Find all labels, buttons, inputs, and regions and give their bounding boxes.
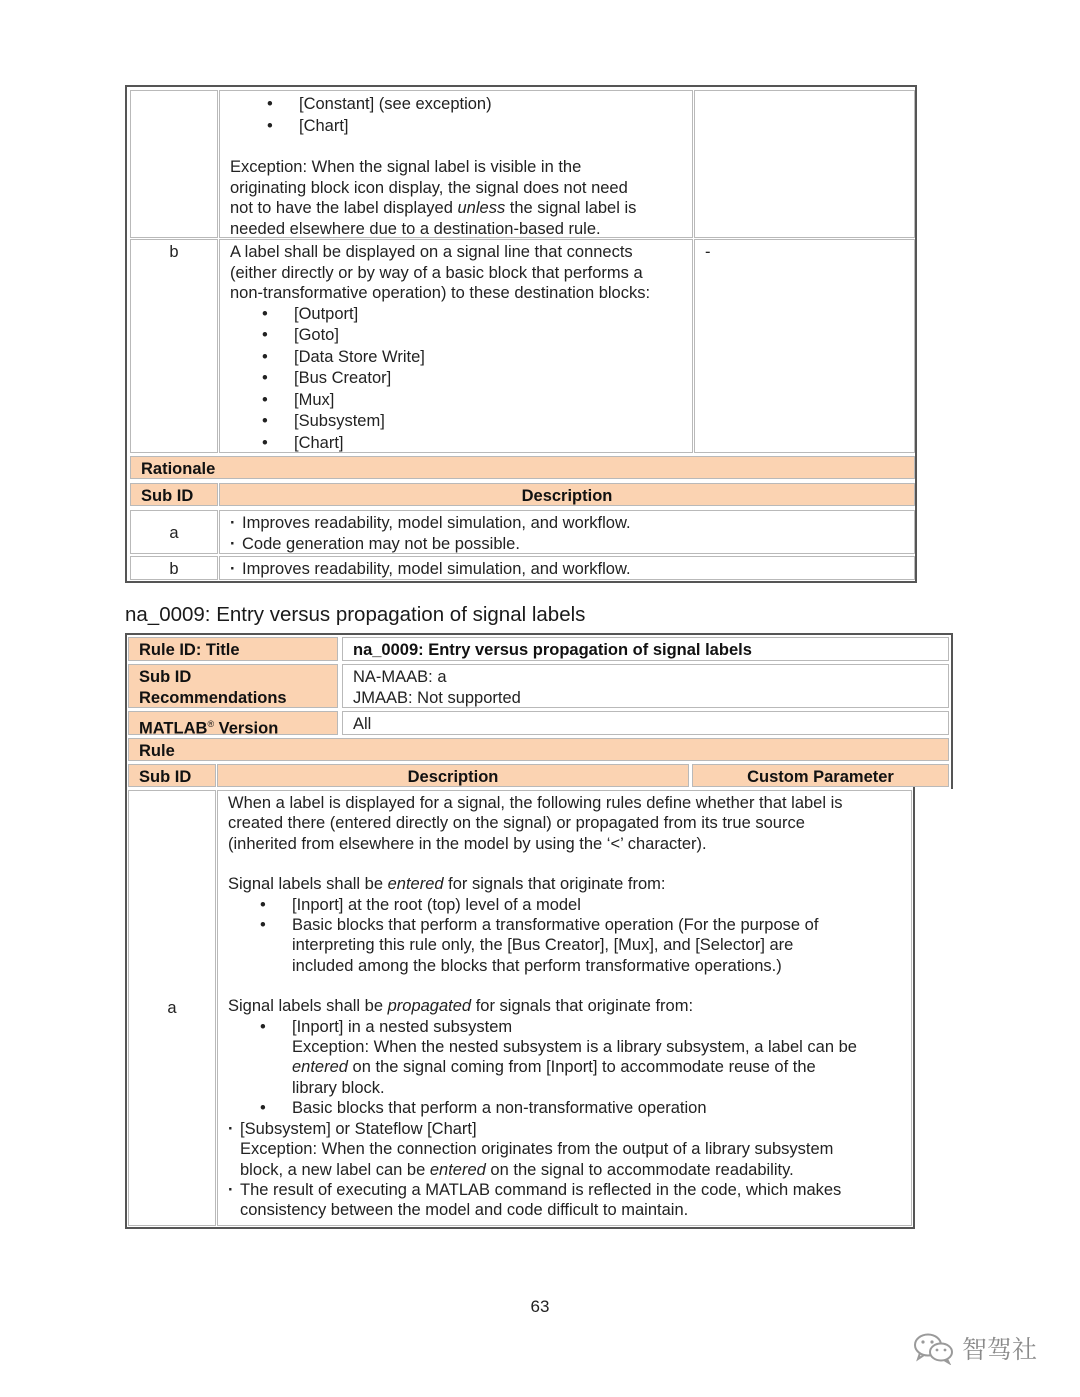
entered-rule: Signal labels shall be entered for signals that originate from:: [228, 875, 666, 894]
watermark-text: 智驾社: [962, 1335, 1038, 1364]
sub-id-cell: a: [128, 790, 216, 1226]
list-item: • [Subsystem]: [230, 411, 682, 433]
rationale-header: Rationale: [130, 456, 915, 479]
custom-parameter-cell: -: [694, 239, 915, 453]
rationale-cell: · Improves readability, model simulation, and workflow. · Code generation may not be possible.: [219, 510, 915, 554]
list-item: • [Data Store Write]: [230, 347, 682, 369]
propagated-rule: Signal labels shall be propagated for signals that originate from:: [228, 997, 694, 1016]
wechat-icon: [912, 1331, 956, 1365]
list-item: • [Outport]: [230, 304, 682, 326]
list-item: • [Chart]: [230, 433, 682, 454]
description-header: Description: [219, 483, 915, 506]
destination-block-list: [230, 304, 682, 454]
description-header: Description: [217, 764, 689, 787]
sub-id-header: Sub ID: [128, 764, 216, 787]
rule-id-label: Rule ID: Title: [128, 637, 338, 661]
subsystem-note: · [Subsystem] or Stateflow [Chart] Exception: When the connection originates from the output of a library subsystem block, a new label can be entered on the signal to accommodate readability.: [228, 1119, 901, 1180]
section-title: na_0009: Entry versus propagation of signal labels: [125, 603, 586, 626]
matlab-version-value: All: [342, 711, 949, 735]
rule-id-value: na_0009: Entry versus propagation of signal labels: [342, 637, 949, 661]
entered-source-list: [228, 895, 901, 977]
list-item: • [Mux]: [230, 390, 682, 412]
list-item: • Basic blocks that perform a non-transformative operation: [228, 1098, 901, 1118]
rule-table: [125, 633, 953, 1229]
rule-table-continued: [125, 85, 917, 583]
recommendations-value: NA-MAAB: a JMAAB: Not supported: [342, 664, 949, 708]
sub-id-header: Sub ID: [130, 483, 218, 506]
exception-text: Exception: When the signal label is visible in the originating block icon display, the signal does not need not to have the label displayed unless the signal label is needed elsewhere due to a destination-based rule.: [230, 158, 637, 238]
sub-id-cell: b: [130, 556, 218, 580]
rule-description-cell: When a label is displayed for a signal, the following rules define whether that label is created there (entered directly on the signal) or propagated from its true source (inherited from elsewhere in the model by using the ‘<’ character). Signal labels shall be entered for signals that originate from: • [Inport] at the root (top) level of a model • Basic blocks that perform a transformative operation (For the purpose of interpreting this rule only, the [Bus Creator], [Mux], and [Selector] are included among the blocks that perform transformative operations.) Signal labels shall be propagated for signals that originate from: • [Inport] in a nested subsystem Exception: When the nested subsystem is a library subsystem, a label can be entered on the signal coming from [Inport] to accommodate reuse of the library block. • Basic blocks that perform a non-transformative operation · [Subsystem] or Stateflow [Chart] Exception: When the connection originates from the output of a library subsystem block, a new label can be entered on the signal to accommodate readability. · The result of executing a MATLAB command is reflected in the code, which makes consistency between the model and code difficult to maintain.: [217, 790, 912, 1226]
list-item: • Basic blocks that perform a transformative operation (For the purpose of interpreting this rule only, the [Bus Creator], [Mux], and [Selector] are included among the blocks that perform transformative operations.): [228, 915, 901, 976]
description-cell: A label shall be displayed on a signal line that connects (either directly or by way of a basic block that performs a non-transformative operation) to these destination blocks: • [Outport] • [Goto] • [Data Store Write] • [Bus Creator] • [Mux] • [Subsystem] • [Chart]: [219, 239, 693, 453]
custom-parameter-header: Custom Parameter: [692, 764, 949, 787]
propagated-source-list: [228, 1017, 901, 1119]
rule-header: Rule: [128, 738, 949, 761]
list-item: • [Goto]: [230, 325, 682, 347]
list-item: • [Inport] in a nested subsystem Exception: When the nested subsystem is a library subsystem, a label can be entered on the signal coming from [Inport] to accommodate reuse of the library block.: [228, 1017, 901, 1099]
list-item: • [Inport] at the root (top) level of a model: [228, 895, 901, 915]
list-item: • [Bus Creator]: [230, 368, 682, 390]
description-cell: [219, 90, 693, 238]
page-number: 63: [530, 1297, 550, 1316]
rationale-cell: · Improves readability, model simulation, and workflow.: [219, 556, 915, 580]
sub-id-cell: b: [130, 239, 218, 453]
matlab-version-label: MATLAB® Version: [128, 711, 338, 735]
custom-parameter-cell: [694, 90, 915, 238]
sub-id-cell-empty: [130, 90, 218, 238]
watermark: [912, 1330, 1037, 1366]
matlab-command-note: · The result of executing a MATLAB command is reflected in the code, which makes consistency between the model and code difficult to maintain.: [228, 1180, 901, 1221]
list-item: • [Constant] (see exception): [235, 94, 682, 116]
list-item: • [Chart]: [235, 116, 682, 138]
sub-id-cell: a: [130, 510, 218, 554]
source-block-list: [235, 94, 682, 137]
sub-id-recommendations-label: Sub ID Recommendations: [128, 664, 338, 708]
